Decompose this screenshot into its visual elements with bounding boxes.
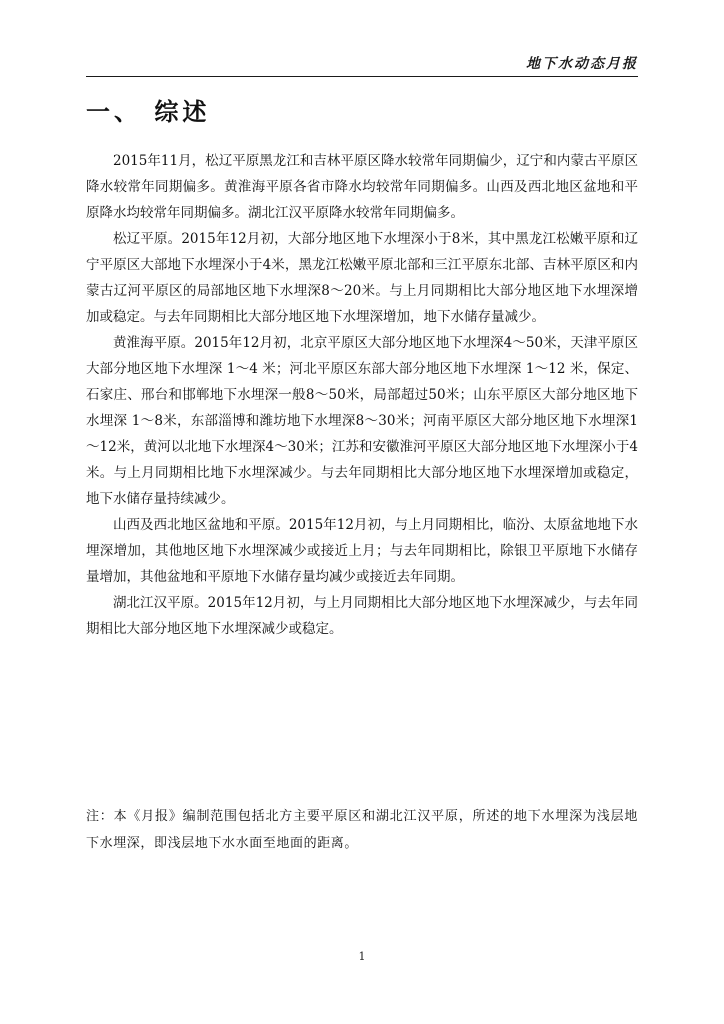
paragraph-jianghan: 湖北江汉平原。2015年12月初，与上月同期相比大部分地区地下水埋深减少，与去年同期相比大部分地区地下水埋深减少或稳定。 (86, 595, 638, 637)
paragraph-overview: 2015年11月，松辽平原黑龙江和吉林平原区降水较常年同期偏少，辽宁和内蒙古平原区降水较常年同期偏多。黄淮海平原各省市降水均较常年同期偏多。山西及西北地区盆地和平原降水均较常年同期偏多。湖北江汉平原降水较常年同期偏多。 (86, 153, 638, 221)
section-heading: 一、 综述 (86, 98, 211, 126)
report-title: 地下水动态月报 (526, 56, 638, 72)
footnote: 注：本《月报》编制范围包括北方主要平原区和湖北江汉平原，所述的地下水埋深为浅层地下水埋深，即浅层地下水水面至地面的距离。 (86, 809, 638, 851)
body-text (86, 148, 638, 642)
running-header (86, 52, 638, 77)
page-number: 1 (358, 950, 366, 963)
paragraph-huanghuaihai: 黄淮海平原。2015年12月初，北京平原区大部分地区地下水埋深4～50米，天津平原区大部分地区地下水埋深 1～4 米；河北平原区东部大部分地区地下水埋深 1～12 米，保定、石家庄、邢台和邯郸地下水埋深一般8～50米，局部超过50米；山东平原区大部分地区地下水埋深 1～8米，东部淄博和潍坊地下水埋深8～30米；河南平原区大部分地区地下水埋深1～12米，黄河以北地下水埋深4～30米；江苏和安徽淮河平原区大部分地区地下水埋深小于4米。与上月同期相比地下水埋深减少。与去年同期相比大部分地区地下水埋深增加或稳定，地下水储存量持续减少。 (86, 335, 638, 507)
paragraph-songliao: 松辽平原。2015年12月初，大部分地区地下水埋深小于8米，其中黑龙江松嫩平原和辽宁平原区大部地下水埋深小于4米，黑龙江松嫩平原北部和三江平原东北部、吉林平原区和内蒙古辽河平原区的局部地区地下水埋深8～20米。与上月同期相比大部分地区地下水埋深增加或稳定。与去年同期相比大部分地区地下水埋深增加，地下水储存量减少。 (86, 231, 638, 325)
paragraph-shanxi-northwest: 山西及西北地区盆地和平原。2015年12月初，与上月同期相比，临汾、太原盆地地下水埋深增加，其他地区地下水埋深减少或接近上月；与去年同期相比，除银卫平原地下水储存量增加，其他盆地和平原地下水储存量均减少或接近去年同期。 (86, 517, 638, 585)
